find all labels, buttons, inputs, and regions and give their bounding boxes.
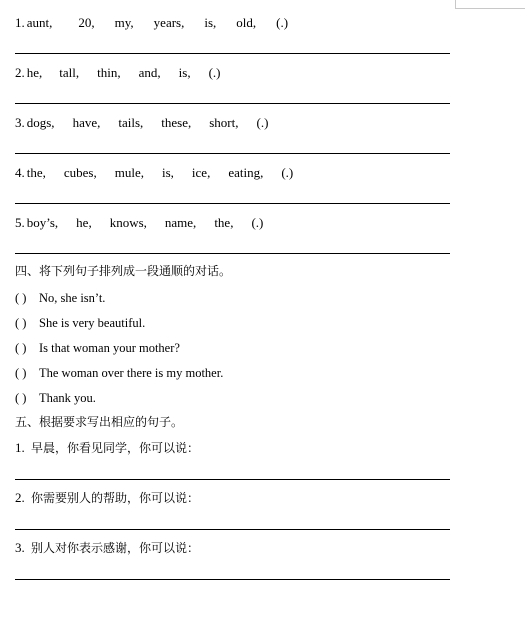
word-order-row-5	[15, 213, 263, 233]
answer-blank[interactable]: ( )	[15, 316, 27, 330]
word: (.)	[208, 65, 221, 80]
word: aunt,	[26, 15, 53, 30]
situation-item	[15, 439, 199, 457]
answer-blank[interactable]: ( )	[15, 391, 27, 405]
answer-blank[interactable]: ( )	[15, 366, 27, 380]
answer-blank[interactable]: ( )	[15, 291, 27, 305]
word: 20,	[78, 15, 95, 30]
word: he,	[76, 215, 92, 230]
word: years,	[153, 15, 185, 30]
answer-line	[15, 579, 450, 580]
row-number: 1.	[15, 15, 25, 30]
word: is,	[162, 165, 174, 180]
word: dogs,	[26, 115, 55, 130]
word: knows,	[109, 215, 147, 230]
word: short,	[209, 115, 239, 130]
dialogue-item	[15, 314, 145, 332]
item-number: 2.	[15, 490, 25, 505]
situation-text: 别人对你表示感谢，你可以说：	[31, 541, 200, 555]
word: have,	[72, 115, 101, 130]
dialogue-text: No, she isn’t.	[39, 291, 106, 305]
word-order-row-1	[15, 13, 288, 33]
row-number: 4.	[15, 165, 25, 180]
answer-blank[interactable]: ( )	[15, 341, 27, 355]
answer-line	[15, 253, 450, 254]
word: ice,	[191, 165, 211, 180]
situation-text: 早晨，你看见同学，你可以说：	[31, 441, 200, 455]
section-4-title: 四、将下列句子排列成一段通顺的对话。	[15, 264, 232, 278]
row-number: 2.	[15, 65, 25, 80]
word: is,	[204, 15, 217, 30]
word: these,	[161, 115, 192, 130]
word: (.)	[256, 115, 269, 130]
word: boy’s,	[26, 215, 59, 230]
dialogue-text: Is that woman your mother?	[39, 341, 180, 355]
item-number: 1.	[15, 440, 25, 455]
word: name,	[164, 215, 197, 230]
item-number: 3.	[15, 540, 25, 555]
dialogue-item	[15, 364, 223, 382]
section-5-title: 五、根据要求写出相应的句子。	[15, 415, 184, 429]
word: eating,	[228, 165, 264, 180]
answer-line	[15, 203, 450, 204]
dialogue-text: Thank you.	[39, 391, 96, 405]
dialogue-text: The woman over there is my mother.	[39, 366, 224, 380]
row-number: 5.	[15, 215, 25, 230]
answer-line	[15, 529, 450, 530]
dialogue-item	[15, 339, 180, 357]
word: cubes,	[63, 165, 97, 180]
row-number: 3.	[15, 115, 25, 130]
word: mule,	[114, 165, 144, 180]
word: (.)	[281, 165, 294, 180]
word: he,	[26, 65, 43, 80]
dialogue-text: She is very beautiful.	[39, 316, 146, 330]
word: tall,	[59, 65, 80, 80]
situation-item	[15, 489, 199, 507]
dialogue-item	[15, 389, 96, 407]
situation-text: 你需要别人的帮助，你可以说：	[31, 491, 200, 505]
word: old,	[236, 15, 257, 30]
word: tails,	[118, 115, 144, 130]
situation-item	[15, 539, 199, 557]
word: my,	[114, 15, 134, 30]
word: the,	[26, 165, 46, 180]
word-order-row-3	[15, 113, 268, 133]
dialogue-item	[15, 289, 105, 307]
page-corner-mark	[455, 0, 456, 8]
word: and,	[138, 65, 161, 80]
word-order-row-4	[15, 163, 293, 183]
word: the,	[214, 215, 234, 230]
answer-line	[15, 153, 450, 154]
word: (.)	[276, 15, 289, 30]
word: thin,	[97, 65, 121, 80]
word: is,	[178, 65, 191, 80]
answer-line	[15, 479, 450, 480]
page-corner-mark-horizontal	[455, 8, 525, 9]
word-order-row-2	[15, 63, 221, 83]
answer-line	[15, 103, 450, 104]
answer-line	[15, 53, 450, 54]
word: (.)	[251, 215, 264, 230]
